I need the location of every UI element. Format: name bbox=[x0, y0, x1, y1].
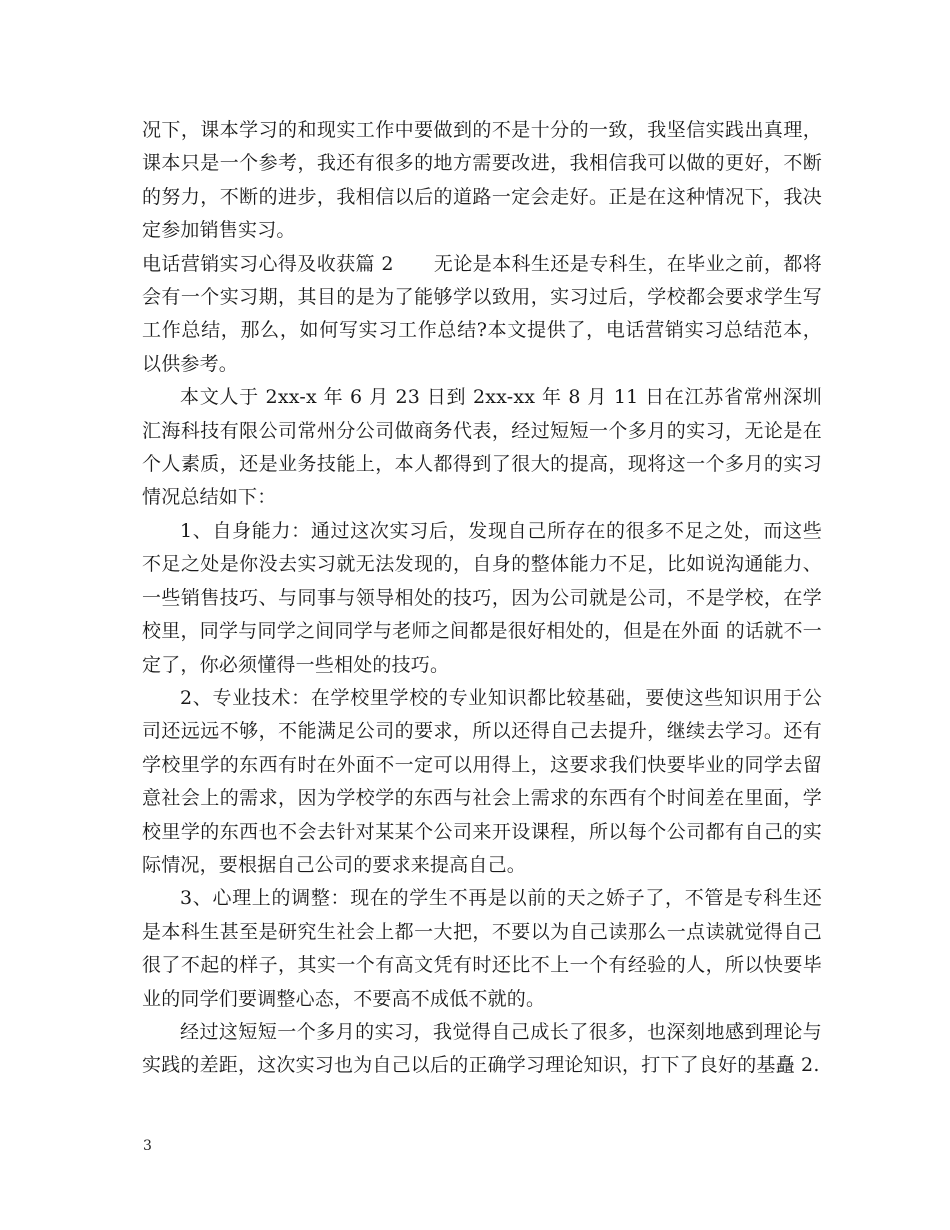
paragraph-self-ability: 1、自身能力：通过这次实习后，发现自己所存在的很多不足之处，而这些不足之处是你没去实习就无法发现的，自身的整体能力不足，比如说沟通能力、一些销售技巧、与同事与领导相处的技巧，因为公司就是公司，不是学校，在学校里，同学与同学之间同学与老师之间都是很好相处的，但是在外面 的话就不一定了，你必须懂得一些相处的技巧。 bbox=[142, 519, 822, 676]
document-body bbox=[142, 114, 822, 1083]
paragraph-internship-summary: 本文人于 2xx-x 年 6 月 23 日到 2xx-xx 年 8 月 11 日在江苏省常州深圳汇海科技有限公司常州分公司做商务代表，经过短短一个多月的实习，无论是在个人素质，还是业务技能上，本人都得到了很大的提高，现将这一个多月的实习情况总结如下： bbox=[142, 386, 822, 509]
paragraph-section-2 bbox=[142, 248, 822, 382]
page-number: 3 bbox=[143, 1138, 152, 1154]
section-intro-text: 无论是本科生还是专科生，在毕业之前，都将会有一个实习期，其目的是为了能够学以致用，实习过后，学校都会要求学生写工作总结，那么，如何写实习工作总结?本文提供了，电话营销实习总结范本，以供参考。 bbox=[142, 252, 822, 375]
paragraph-mental-adjustment: 3、心理上的调整：现在的学生不再是以前的天之娇子了，不管是专科生还是本科生甚至是研究生社会上都一大把，不要以为自己读那么一点读就觉得自己很了不起的样子，其实一个有高文凭有时还比不上一个有经验的人，所以快要毕业的同学们要调整心态，不要高不成低不就的。 bbox=[142, 887, 822, 1010]
section-heading: 电话营销实习心得及收获篇 2 bbox=[142, 252, 394, 275]
paragraph-continuation: 况下，课本学习的和现实工作中要做到的不是十分的一致，我坚信实践出真理，课本只是一个参考，我还有很多的地方需要改进，我相信我可以做的更好，不断的努力，不断的进步，我相信以后的道路一定会走好。正是在这种情况下，我决定参加销售实习。 bbox=[142, 119, 822, 242]
paragraph-professional-skills: 2、专业技术：在学校里学校的专业知识都比较基础，要使这些知识用于公司还远远不够，不能满足公司的要求，所以还得自己去提升，继续去学习。还有学校里学的东西有时在外面不一定可以用得上，这要求我们快要毕业的同学去留意社会上的需求，因为学校学的东西与社会上需求的东西有个时间差在里面，学校里学的东西也不会去针对某某个公司来开设课程，所以每个公司都有自己的实际情况，要根据自己公司的要求来提高自己。 bbox=[142, 686, 822, 876]
paragraph-conclusion: 经过这短短一个多月的实习，我觉得自己成长了很多，也深刻地感到理论与实践的差距，这次实习也为自己以后的正确学习理论知识，打下了良好的基矗 2. bbox=[142, 1020, 822, 1077]
